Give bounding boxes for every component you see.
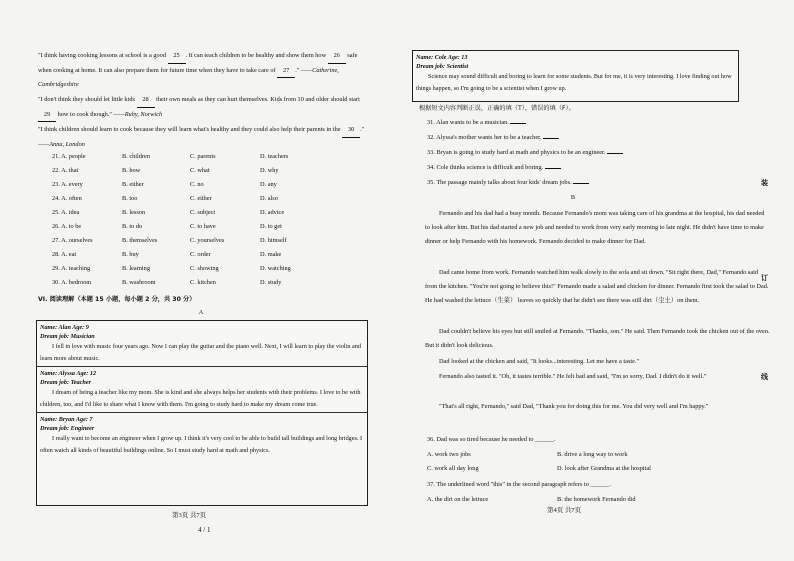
page-footer: 第3页 共7页 <box>172 512 207 519</box>
blank-27: 27 <box>277 64 295 79</box>
option-22-d: D. why <box>260 167 279 174</box>
story-paragraph-3: Dad couldn't believe his eyes but still smiled at Fernando. "Thanks, son." He said. Then Fernando took the chicken out of the oven. But it didn't look delicious. <box>425 328 770 349</box>
option-25-c: C. subject <box>190 209 216 216</box>
blank-26: 26 <box>328 49 346 64</box>
question-31 <box>427 119 526 127</box>
option-21-b: B. children <box>122 153 150 160</box>
profile-job: Dream job: Engineer <box>40 425 95 432</box>
option-26-c: C. to have <box>190 223 216 230</box>
option-23-a: 23. A. every <box>52 181 83 188</box>
option-30-a: 30. A. bedroom <box>52 279 92 286</box>
quote-text: "I think children should learn to cook because they will learn what's healthy and they could also help their parents in the <box>38 126 343 133</box>
option-22-a: 22. A. that <box>52 167 79 174</box>
profile-bryan <box>37 413 367 458</box>
quote-author: ——Ruby, Norwich <box>113 110 163 118</box>
quote-text: their own meals as they can hurt themselves. Kids from 10 and older should start <box>154 96 360 103</box>
option-23-d: D. any <box>260 181 277 188</box>
option-26-d: D. to get <box>260 223 282 230</box>
option-24-a: 24. A. often <box>52 195 82 202</box>
question-32 <box>427 134 559 142</box>
option-37-a: A. the dirt on the lettuce <box>427 496 489 503</box>
option-24-d: D. also <box>260 195 278 202</box>
answer-blank <box>573 183 589 184</box>
option-25-a: 25. A. idea <box>52 209 80 216</box>
page-mark: 4 / 1 <box>198 526 211 534</box>
option-27-a: 27. A. ourselves <box>52 237 93 244</box>
story-paragraph-4: Dad looked at the chicken and said, "It looks...interesting. Let me have a taste." <box>439 358 640 365</box>
profile-alyssa <box>37 367 367 413</box>
section-title: VI. 阅读理解（本题 15 小题，每小题 2 分，共 30 分） <box>38 296 196 303</box>
quote-ruby <box>38 93 368 122</box>
option-25-b: B. lesson <box>122 209 146 216</box>
question-text: 32. Alyssa's mother wants her to be a teacher. <box>427 134 542 141</box>
quote-text: ." <box>360 126 365 133</box>
answer-blank <box>510 123 526 124</box>
option-28-a: 28. A. eat <box>52 251 77 258</box>
option-24-c: C. either <box>190 195 212 202</box>
question-text: 33. Bryan is going to study hard at math and physics to be an engineer. <box>427 149 606 156</box>
blank-30: 30 <box>342 123 360 138</box>
option-29-a: 29. A. teaching <box>52 265 91 272</box>
story-paragraph-5: Fernando also tasted it. "Oh, it tastes terrible." He felt bad and said, "I'm so sorry, Dad. I didn't do it well." <box>439 373 707 380</box>
binding-mark: 线 <box>761 373 768 381</box>
story-paragraph-2: Dad came home from work. Fernando watched him walk slowly to the sofa and sit down. "Sit right there, Dad," Fernando said from the kitchen. "You're not going to believe this!" Fernando made a salad and chicken for dinner. Fernando first took the salad to Dad. He had washed the lettuce（生菜） leaves so quickly that he didn't see there was still dirt（尘土）on them. <box>425 269 769 304</box>
option-28-c: C. order <box>190 251 211 258</box>
quote-text: "I don't think they should let little kids <box>38 96 137 103</box>
option-28-d: D. make <box>260 251 282 258</box>
profile-job: Dream job: Scientist <box>416 63 469 70</box>
page-footer: 第4页 共7页 <box>547 507 582 514</box>
option-30-d: D. study <box>260 279 282 286</box>
option-30-b: B. washroom <box>122 279 156 286</box>
question-36: 36. Dad was so tired because he needed to ______. <box>427 436 556 443</box>
option-26-b: B. to do <box>122 223 143 230</box>
profile-name: Name: Bryan Age: 7 <box>40 416 93 423</box>
question-37: 37. The underlined word "this" in the second paragraph refers to ______. <box>427 481 611 488</box>
option-21-a: 21. A. people <box>52 153 86 160</box>
answer-blank <box>545 168 561 169</box>
profile-name: Name: Alyssa Age: 12 <box>40 370 97 377</box>
profile-job: Dream job: Musician <box>40 333 95 340</box>
option-36-c: C. work all day long <box>427 465 479 472</box>
right-page <box>397 0 794 561</box>
question-35 <box>427 179 589 187</box>
option-29-c: C. showing <box>190 265 219 272</box>
option-27-b: B. themselves <box>122 237 158 244</box>
quote-anna <box>38 123 368 151</box>
quote-catherine <box>38 49 368 92</box>
answer-blank <box>543 138 559 139</box>
option-21-c: C. parents <box>190 153 216 160</box>
option-21-d: D. teachers <box>260 153 289 160</box>
option-36-d: D. look after Grandma at the hospital <box>557 465 651 472</box>
profile-text: Science may sound difficult and boring to learn for some students. But for me, it is very interesting. I love finding out how things happen, so I'm going to be a scientist when I grow up. <box>416 73 732 92</box>
option-25-d: D. advice <box>260 209 285 216</box>
profile-text: I really want to become an engineer when I grow up. I think it's very cool to be able to build tall buildings and long bridges. I often watch all kinds of beautiful buildings online. So I must study hard at math and physics. <box>40 435 363 454</box>
question-text: 35. The passage mainly talks about four kids' dream jobs. <box>427 179 572 186</box>
profile-cole <box>413 51 738 96</box>
quote-author: ——Catherine, Cambridgeshire <box>38 66 339 88</box>
option-27-c: C. yourselves <box>190 237 225 244</box>
profile-name: Name: Cole Age: 13 <box>416 54 468 61</box>
option-36-a: A. work two jobs <box>427 451 471 458</box>
blank-25: 25 <box>168 49 186 64</box>
option-30-c: C. kitchen <box>190 279 216 286</box>
option-23-c: C. no <box>190 181 204 188</box>
question-33 <box>427 149 623 157</box>
option-27-d: D. himself <box>260 237 287 244</box>
option-22-b: B. how <box>122 167 141 174</box>
blank-29: 29 <box>38 108 56 123</box>
option-28-b: B. buy <box>122 251 139 258</box>
story-paragraph-6: "That's all right, Fernando," said Dad, "Thank you for doing this for me. You did very well and I'm happy." <box>439 403 709 410</box>
option-22-c: C. what <box>190 167 210 174</box>
profile-box-cole <box>412 50 739 102</box>
question-34 <box>427 164 561 172</box>
quote-author: ——Anna, London <box>38 140 85 148</box>
quote-text: "I think having cooking lessons at school is a good <box>38 52 168 59</box>
quote-text: ." <box>295 66 300 74</box>
question-text: 34. Cole thinks science is difficult and boring. <box>427 164 544 171</box>
option-29-d: D. watching <box>260 265 291 272</box>
question-text: 31. Alan wants to be a musician. <box>427 119 509 126</box>
profile-text: I fell in love with music four years ago. Now I can play the guitar and the piano well. Next, I will learn to play the violin and learn more about music. <box>40 343 361 362</box>
binding-mark: 订 <box>761 274 768 282</box>
part-b-label: B <box>570 194 576 201</box>
option-24-b: B. too <box>122 195 138 202</box>
binding-mark: 装 <box>761 179 768 187</box>
story-paragraph-1: Fernando and his dad had a busy month. Because Fernando's mom was taking care of his grandma at the hospital, his dad needed to look after him. But his dad started a new job and needed to work from very early morning to late night. He didn't have time to make dinner or help Fernando with his homework. Fernando decided to make dinner for Dad. <box>425 210 765 245</box>
profile-name: Name: Alan Age: 9 <box>40 324 89 331</box>
answer-blank <box>607 153 623 154</box>
quote-text: . It can teach children to be healthy and show them how <box>185 52 328 59</box>
blank-28: 28 <box>137 93 155 108</box>
option-29-b: B. learning <box>122 265 150 272</box>
quote-text: how to cook though." <box>56 110 112 118</box>
option-37-b: B. the homework Fernando did <box>557 496 636 503</box>
profile-alan <box>37 321 367 367</box>
part-a-label: A <box>198 309 204 316</box>
profile-job: Dream job: Teacher <box>40 379 91 386</box>
quote-text: safe when cooking at home. It can also prepare them for future time when they have to take care of <box>38 52 358 74</box>
profile-text: I dream of being a teacher like my mom. She is kind and she always helps her students with their problems. I love to be with children, too, and I'd like to share what I know with them. I'm going to study hard to make my dream come true. <box>40 389 361 408</box>
profiles-box <box>36 320 368 506</box>
option-23-b: B. either <box>122 181 144 188</box>
tf-instruction: 根据短文内容判断正误，正确的填（T），错误的填（F）。 <box>419 105 575 112</box>
option-36-b: B. drive a long way to work <box>557 451 628 458</box>
option-26-a: 26. A. to be <box>52 223 82 230</box>
